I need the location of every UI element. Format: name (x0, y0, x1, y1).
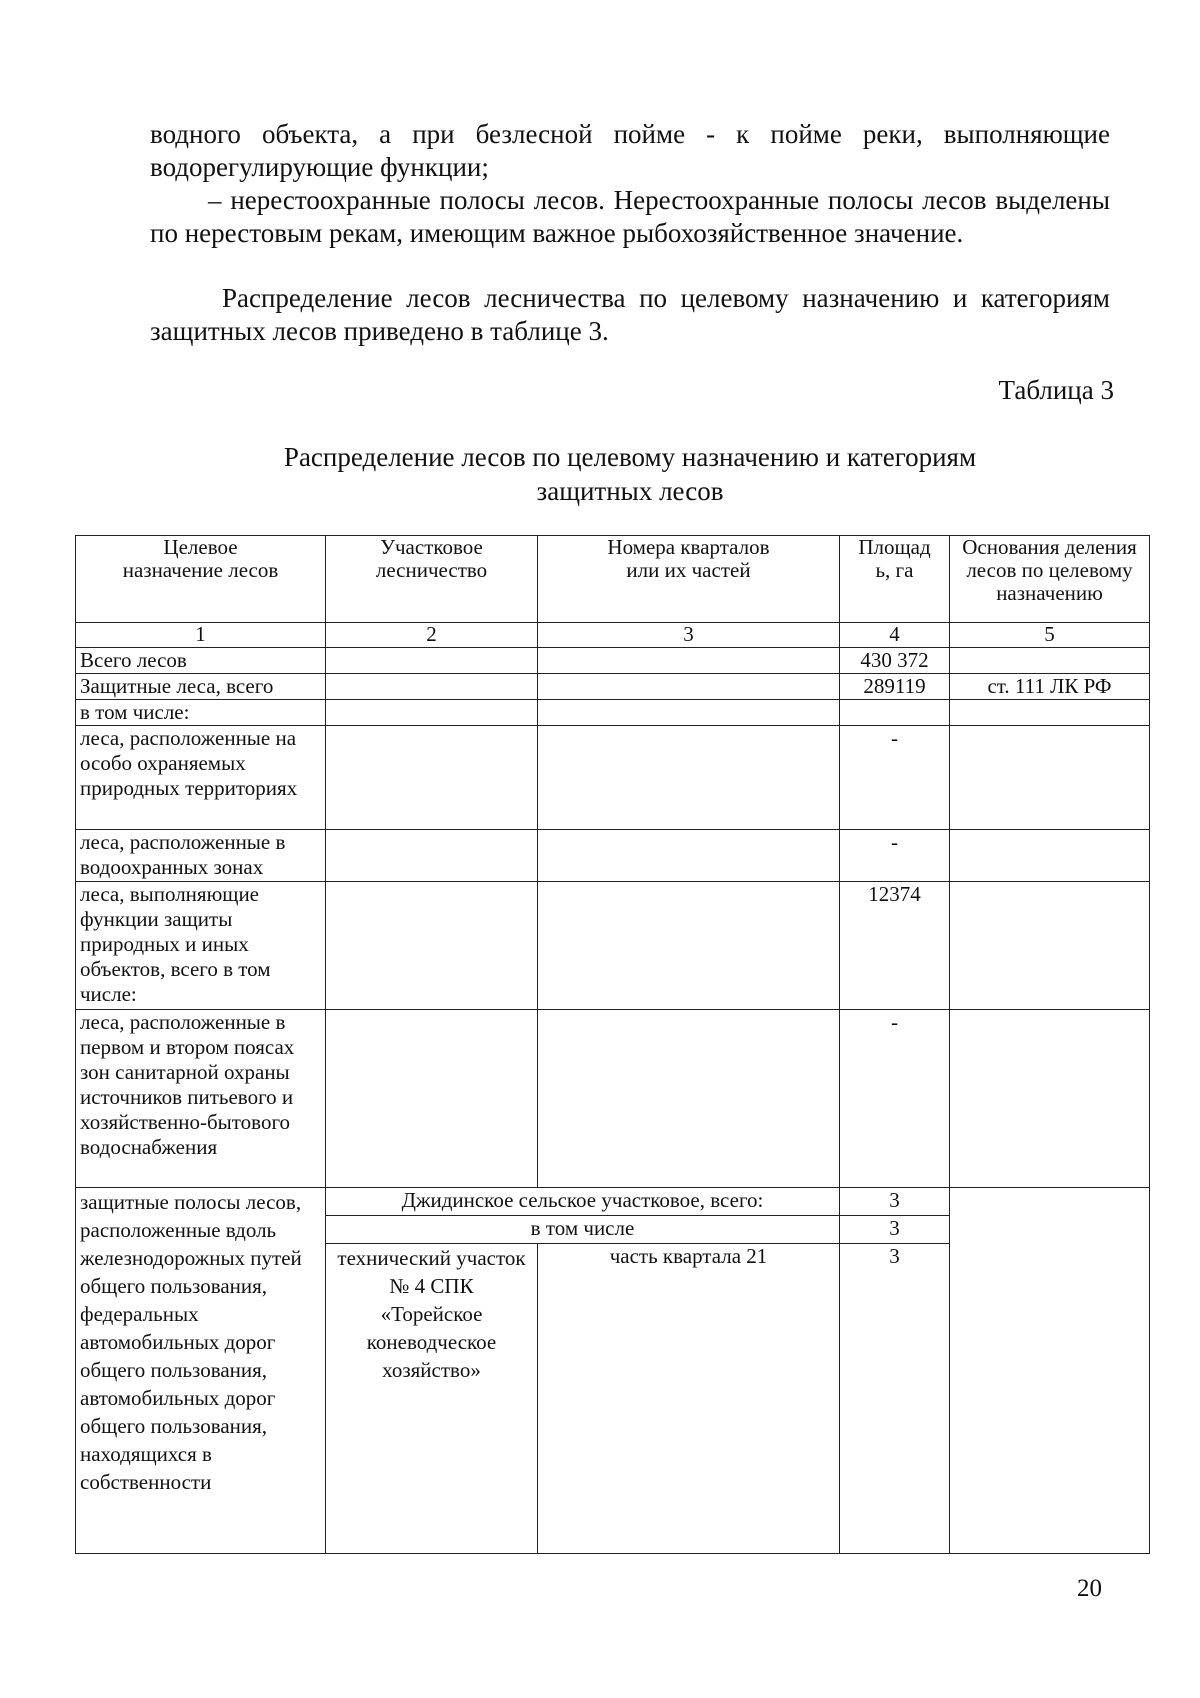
row-area: - (840, 1010, 950, 1188)
row-purpose: Защитные леса, всего (76, 674, 326, 700)
row-purpose: защитные полосы лесов, расположенные вдоль железнодорожных путей общего пользования, федеральных автомобильных дорог общего пользования, автомобильных дорог общего пользования, находящихся в собственности (76, 1188, 326, 1554)
paragraph-1: водного объекта, а при безлесной пойме - к пойме реки, выполняющие водорегулирующие функции; (150, 119, 1110, 182)
table-row (76, 700, 1150, 726)
column-number: 3 (538, 623, 840, 648)
header-forestry: Участковое лесничество (326, 536, 538, 623)
header-quarters: Номера кварталов или их частей (538, 536, 840, 623)
row-purpose: Всего лесов (76, 648, 326, 674)
header-area-line-1: Площад (858, 535, 931, 559)
row-purpose: леса, расположенные в водоохранных зонах (76, 830, 326, 882)
table-row (76, 1010, 1150, 1188)
row-area: - (840, 830, 950, 882)
including-area: 3 (840, 1216, 950, 1244)
table-row (76, 882, 1150, 1010)
column-number: 5 (950, 623, 1150, 648)
table-row (76, 648, 1150, 674)
table-row (76, 830, 1150, 882)
table-row (76, 674, 1150, 700)
column-number: 4 (840, 623, 950, 648)
subtotal-label: Джидинское сельское участковое, всего: (326, 1188, 840, 1216)
header-area-line-2: ь, га (875, 558, 914, 582)
table-title (240, 440, 1020, 508)
forest-distribution-table (75, 535, 1150, 1554)
page-number: 20 (1077, 1575, 1102, 1602)
row-area: 12374 (840, 882, 950, 1010)
row-purpose: леса, расположенные на особо охраняемых природных территориях (76, 726, 326, 830)
row-purpose: леса, расположенные в первом и втором поясах зон санитарной охраны источников питьевого и хозяйственно-бытового водоснабжения (76, 1010, 326, 1188)
including-label: в том числе (326, 1216, 840, 1244)
row-basis: ст. 111 ЛК РФ (950, 674, 1150, 700)
table-header-row (76, 536, 1150, 623)
row-area: 289119 (840, 674, 950, 700)
row-area: - (840, 726, 950, 830)
column-number: 2 (326, 623, 538, 648)
column-number-row (76, 623, 1150, 648)
row-purpose: в том числе: (76, 700, 326, 726)
paragraph-3: Распределение лесов лесничества по целевому назначению и категориям защитных лесов приведено в таблице 3. (150, 283, 1110, 346)
table-title-line-2: защитных лесов (536, 476, 724, 506)
row-area: 3 (840, 1244, 950, 1554)
row-forestry: технический участок № 4 СПК «Торейское коневодческое хозяйство» (326, 1244, 538, 1554)
subtotal-area: 3 (840, 1188, 950, 1216)
table-label: Таблица 3 (998, 375, 1114, 405)
table-row (76, 726, 1150, 830)
table-row (76, 1188, 1150, 1216)
header-area (840, 536, 950, 623)
row-quarters: часть квартала 21 (538, 1244, 840, 1554)
header-purpose: Целевое назначение лесов (76, 536, 326, 623)
column-number: 1 (76, 623, 326, 648)
paragraph-2: – нерестоохранные полосы лесов. Нерестоохранные полосы лесов выделены по нерестовым рекам, имеющим важное рыбохозяйственное значение. (150, 185, 1110, 248)
row-purpose: леса, выполняющие функции защиты природных и иных объектов, всего в том числе: (76, 882, 326, 1010)
header-basis: Основания деления лесов по целевому назначению (950, 536, 1150, 623)
table-title-line-1: Распределение лесов по целевому назначению и категориям (283, 442, 977, 472)
row-area: 430 372 (840, 648, 950, 674)
